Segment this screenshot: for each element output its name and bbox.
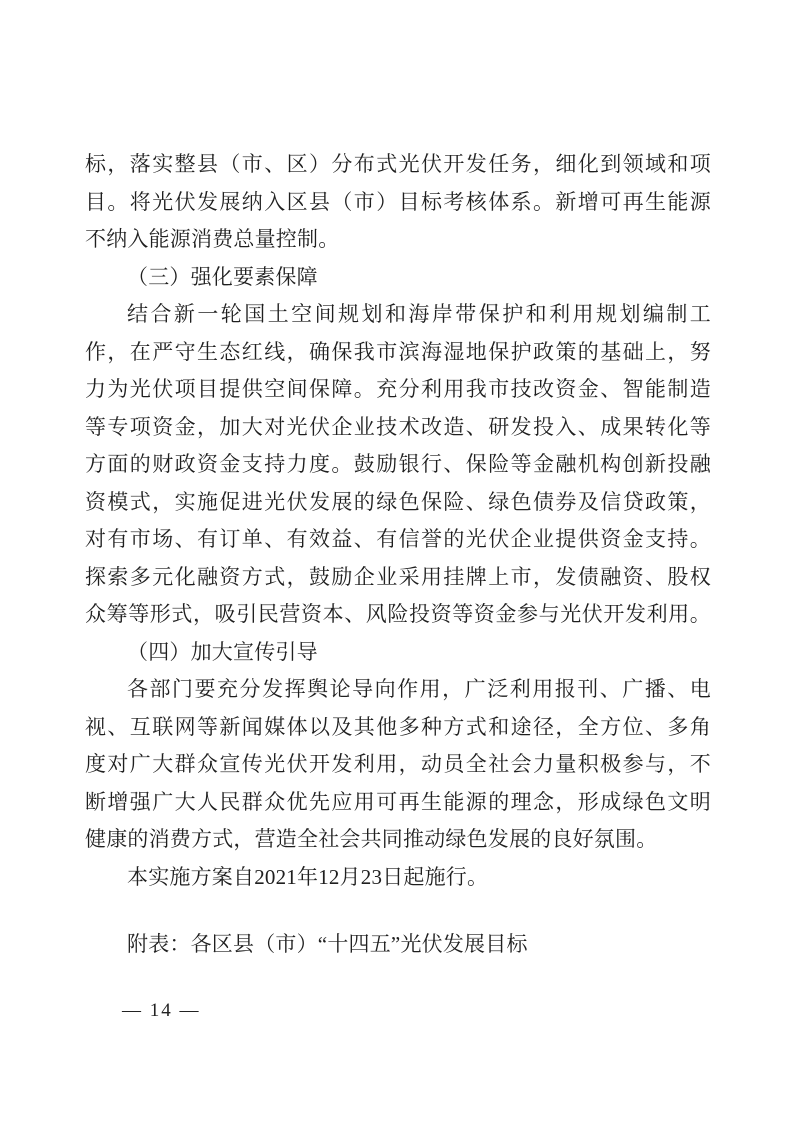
text-line: 众筹等形式，吸引民营资本、风险投资等资金参与光伏开发利用。: [85, 602, 711, 626]
text-line: 各部门要充分发挥舆论导向作用，广泛利用报刊、广播、电: [127, 677, 711, 701]
text-line: 作，在严守生态红线，确保我市滨海湿地保护政策的基础上，努: [85, 339, 711, 364]
text-line: 资模式，实施促进光伏发展的绿色保险、绿色债券及信贷政策，: [85, 489, 711, 514]
text-line: 方面的财政资金支持力度。鼓励银行、保险等金融机构创新投融: [85, 452, 711, 476]
document-body: [85, 146, 711, 964]
text-line: 目。将光伏发展纳入区县（市）目标考核体系。新增可再生能源: [85, 189, 711, 214]
text-line: 等专项资金，加大对光伏企业技术改造、研发投入、成果转化等: [85, 414, 711, 439]
text-line: 标，落实整县（市、区）分布式光伏开发任务，细化到领域和项: [85, 152, 711, 176]
text-line: 不纳入能源消费总量控制。: [85, 227, 340, 251]
text-line: 结合新一轮国土空间规划和海岸带保护和利用规划编制工: [127, 302, 711, 326]
text-line: 探索多元化融资方式，鼓励企业采用挂牌上市，发债融资、股权: [85, 564, 711, 589]
text-line: 视、互联网等新闻媒体以及其他多种方式和途径，全方位、多角: [85, 714, 711, 739]
blank-line: [85, 896, 711, 926]
section-heading-3: （三）强化要素保障: [127, 264, 318, 289]
effective-date-line: 本实施方案自2021年12月23日起施行。: [127, 864, 489, 889]
text-line: 健康的消费方式，营造全社会共同推动绿色发展的良好氛围。: [85, 827, 658, 851]
text-line: 力为光伏项目提供空间保障。充分利用我市技改资金、智能制造: [85, 377, 711, 401]
text-line: 度对广大群众宣传光伏开发利用，动员全社会力量积极参与，不: [85, 752, 711, 776]
page-number: — 14 —: [122, 1000, 201, 1021]
text-line: 对有市场、有订单、有效益、有信誉的光伏企业提供资金支持。: [85, 527, 711, 551]
section-heading-4: （四）加大宣传引导: [127, 639, 318, 664]
attachment-note-line: 附表：各区县（市）“十四五”光伏发展目标: [127, 932, 528, 956]
text-line: 断增强广大人民群众优先应用可再生能源的理念，形成绿色文明: [85, 789, 711, 814]
